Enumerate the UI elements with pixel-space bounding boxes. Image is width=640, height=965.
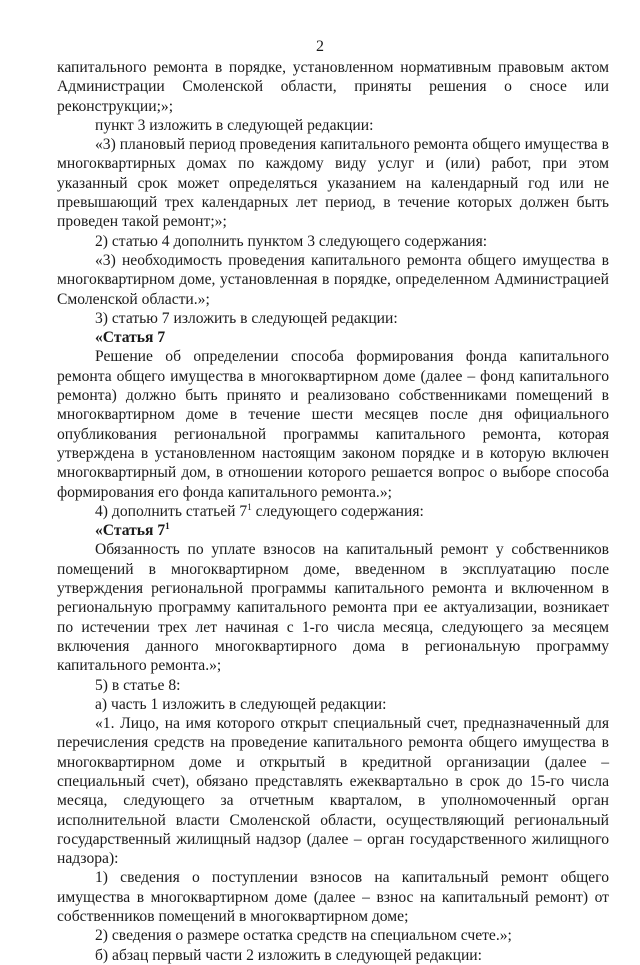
paragraph: пункт 3 изложить в следующей редакции: <box>95 116 374 134</box>
paragraph: 1) сведения о поступлении взносов на капитальный ремонт общего имущества в многоквартирном доме (далее – взнос на капитальный ремонт) от собственников помещений в многоквартирном доме; <box>57 869 609 926</box>
document-body <box>57 58 609 965</box>
paragraph: б) абзац первый части 2 изложить в следующей редакции: <box>95 946 482 964</box>
paragraph: 3) статью 7 изложить в следующей редакции: <box>95 309 398 327</box>
superscript: 1 <box>165 521 170 532</box>
superscript: 1 <box>247 501 252 512</box>
article-heading: «Статья 7 <box>95 329 166 347</box>
paragraph: «3) необходимость проведения капитального ремонта общего имущества в многоквартирном доме, установленная в порядке, определенном Администрацией Смоленской области.»; <box>57 251 609 308</box>
paragraph: капитального ремонта в порядке, установленном нормативным правовым актом Администрации Смоленской области, приняты решения о сносе или реконструкции;»; <box>57 59 609 115</box>
paragraph: 2) статью 4 дополнить пунктом 3 следующего содержания: <box>95 232 488 250</box>
paragraph: Обязанность по уплате взносов на капитальный ремонт у собственников помещений в многоквартирном доме, введенном в эксплуатацию после утверждения региональной программы капитального ремонта и включенном в региональную программу капитального ремонта при ее актуализации, возникает по истечении трех лет начиная с 1-го числа месяца, следующего за месяцем включения данного многоквартирного дома в региональную программу капитального ремонта.»; <box>57 541 609 675</box>
paragraph: 2) сведения о размере остатка средств на специальном счете.»; <box>95 927 512 945</box>
article-heading <box>57 521 609 540</box>
paragraph: 5) в статье 8: <box>95 676 181 694</box>
paragraph: а) часть 1 изложить в следующей редакции: <box>95 695 387 713</box>
paragraph: «3) плановый период проведения капитального ремонта общего имущества в многоквартирных домах по каждому виду услуг и (или) работ, при этом указанный срок может определяться указанием на календарный год или не превышающий трех календарных лет период, в течение которых должен быть проведен такой ремонт;»; <box>57 136 609 231</box>
paragraph-text: 4) дополнить статьей 7 <box>95 502 248 520</box>
paragraph: «1. Лицо, на имя которого открыт специальный счет, предназначенный для перечисления средств на проведение капитального ремонта общего имущества в многоквартирном доме и открытый в кредитной организации (далее – специальный счет), обязано представлять ежеквартально в срок до 15-го числа месяца, следующего за отчетным кварталом, в уполномоченный орган исполнительной власти Смоленской области, осуществляющий региональный государственный жилищный надзор (далее – орган государственного жилищного надзора): <box>57 715 609 868</box>
page-number: 2 <box>316 38 324 55</box>
paragraph: Решение об определении способа формирования фонда капитального ремонта общего имущества в многоквартирном доме (далее – фонд капитального ремонта) должно быть принято и реализовано собственниками помещений в многоквартирном доме в течение шести месяцев после дня официального опубликования региональной программы капитального ремонта, которая утверждена в установленном настоящим законом порядке и в которую включен многоквартирный дом, в отношении которого решается вопрос о выборе способа формирования его фонда капитального ремонта.»; <box>57 348 609 501</box>
paragraph <box>57 502 609 521</box>
paragraph-text-continued: следующего содержания: <box>251 502 424 520</box>
heading-text: «Статья 7 <box>95 522 166 540</box>
